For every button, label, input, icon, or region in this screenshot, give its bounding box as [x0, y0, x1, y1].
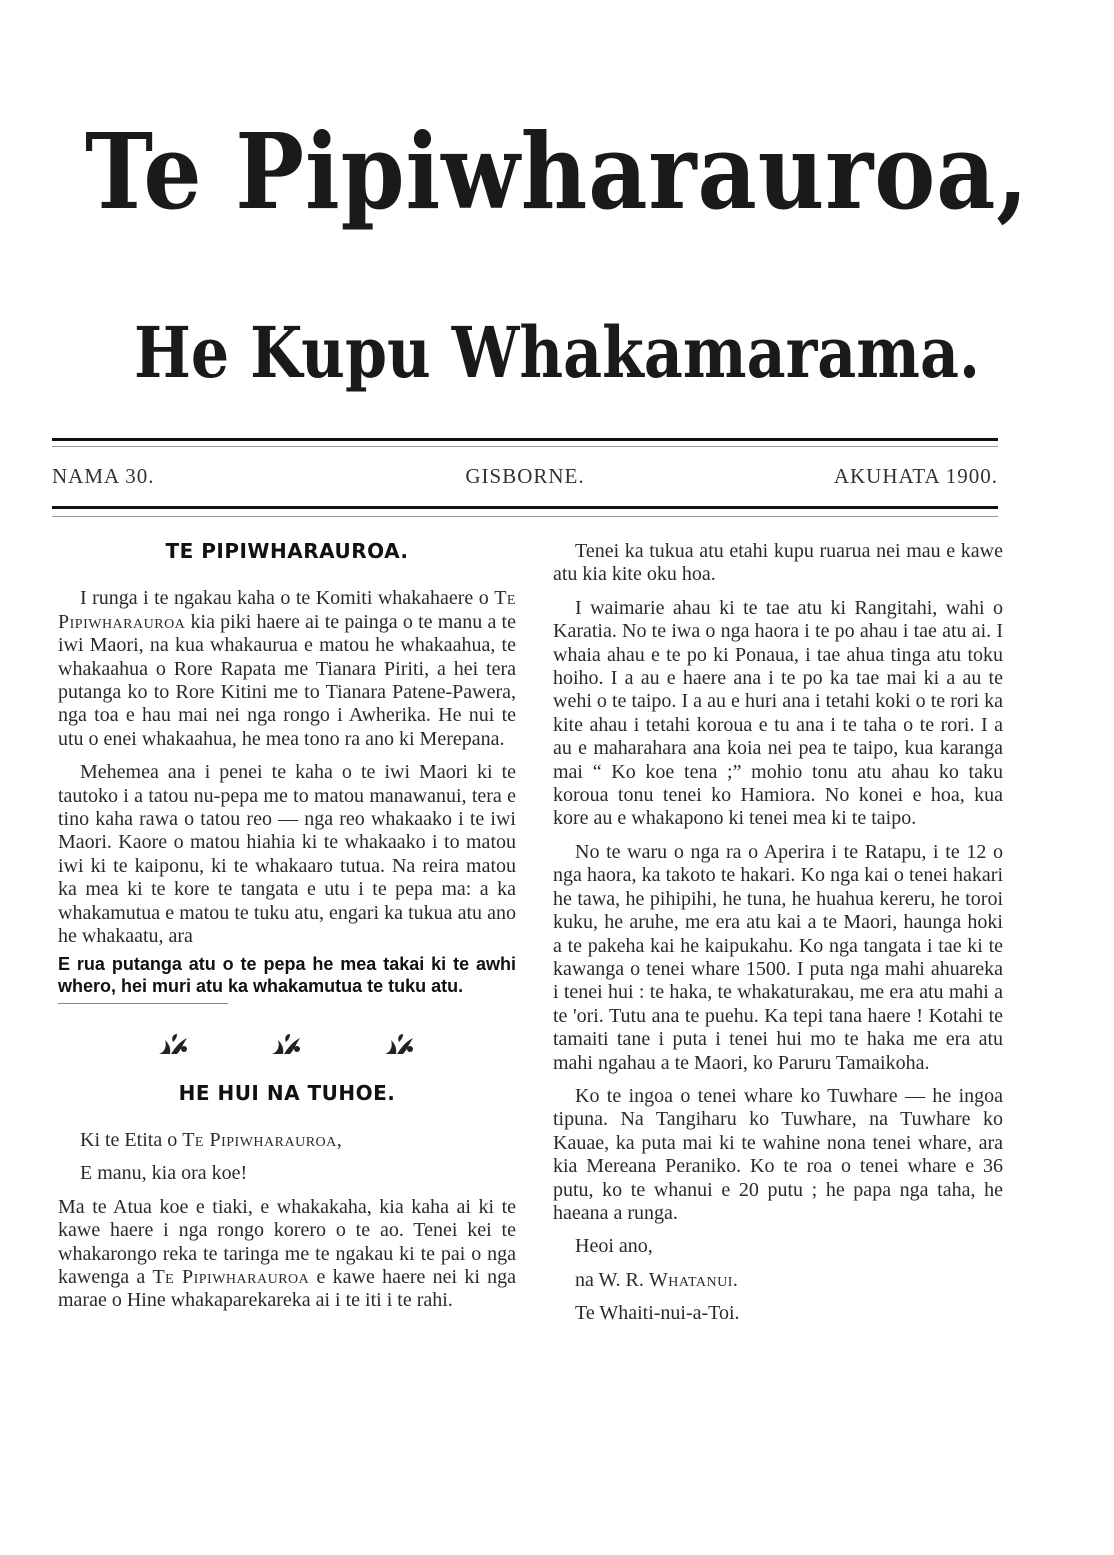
- letter-greeting: E manu, kia ora koe!: [80, 1162, 248, 1185]
- paper-name: Te Pipiwharauroa: [152, 1265, 310, 1288]
- dateline-place: GISBORNE.: [465, 464, 585, 488]
- article2-paragraph-3: I waimarie ahau ki te tae atu ki Rangitahi, wahi o Karatia. No te iwa o nga haora i te po ahau i tae atu ai. I whaia ahau e te po ki Ponaua, i tae ahua tinga atu toku hoiho. I a au e haere ana i te po ka tae mai ki a au te wehi o te taipo. I a au e huri ana i tetahi koki o te rori ka kite ahau i tetahi koroua e tu ana i te taha o te rori. I a au e maharahara ana koia nei pea te taipo, kua karanga mai “ Ko koe tena ;” mohio tonu atu ahau ko taku koroua tonu tenei ko Hamiora. No konei e hoa, kua kore au e whakapono ki tenei mea ki te taipo.: [553, 596, 1003, 830]
- article1-paragraph-1: I runga i te ngakau kaha o te Komiti whakahaere o Te Pipiwharauroa kia piki haere ai te painga o te manu a te iwi Maori, na kua whakaurua e matou he whakaahua, te whakaahua o Rore Rapata me Tianara Piriti, a hei tera putanga ko to Rore Kitini me to Tianara Patene-Pawera, nga toa e hau mai nei nga rongo i Awherika. He nui te utu o enei whakaahua, he mea tono ra ano ki Merepana.: [58, 587, 516, 750]
- right-column: [553, 540, 1003, 1336]
- article2-paragraph-1: Ma te Atua koe e tiaki, e whakakaha, kia kaha ai ki te kawe haere i nga rongo korero o te ao. Tenei kei te whakarongo reka te taringa me te ngakau ki te pai o nga kawenga a Te Pipiwharauroa e kawe haere nei ki nga marae o Hine whakaparekareka ai i te iti i te rahi.: [58, 1195, 516, 1312]
- masthead-title: Te Pipiwharauroa,: [84, 110, 1030, 233]
- fern-ornament-icon: [270, 1032, 304, 1058]
- article2-paragraph-4: No te waru o nga ra o Aperira i te Ratapu, i te 12 o nga haora, ka takoto te hakari. Ko nga kai o tenei hakari he tawa, he pihipihi, he tuna, he huahua kereru, he toroi kuku, he aruhe, me era atu kai a te Maori, haunga hoki a te pakeha kai he kaipukahu. Ko nga tangata i tae ki te kawanga o tenei whare 1500. I puta nga mahi ahuareka i tenei hui : te haka, te whakaturakau, me era atu mahi a te 'ori. Tutu ana te puehu. Ka tepi tana haere ! Kotahi te tamaiti tane i puta i tenei hui mo te haka me era atu mahi ngahau a te Maori, ko Paruru Tamaikoha.: [553, 840, 1003, 1074]
- dateline-issue: NAMA 30.: [52, 464, 155, 488]
- masthead-subtitle: He Kupu Whakamarama.: [134, 311, 980, 394]
- article2-paragraph-2: Tenei ka tukua atu etahi kupu ruarua nei mau e kawe atu kia kite oku hoa.: [553, 540, 1003, 586]
- bottom-rule: [52, 506, 998, 509]
- signature-name: Whatanui.: [648, 1268, 739, 1291]
- closing: Heoi ano,: [575, 1235, 653, 1258]
- top-rule: [52, 438, 998, 441]
- paper-name: Te Pipiwharauroa: [58, 587, 516, 633]
- paper-name: Te Pipiwharauroa: [182, 1128, 337, 1151]
- article2-paragraph-5: Ko te ingoa o tenei whare ko Tuwhare — he ingoa tipuna. Na Tangiharu ko Tuwhare, na Tuwhare ko Kauae, ka puta mai ki te wahine nona tenei whare, ara kia Mereana Peraniko. Ko te roa o tenei whare e 36 putu, ko te whanui e 20 putu ; he papa nga taha, he haeana a runga.: [553, 1084, 1003, 1224]
- dateline-date: AKUHATA 1900.: [833, 464, 998, 488]
- ornament-row: [117, 1032, 457, 1058]
- fern-ornament-icon: [383, 1032, 417, 1058]
- sender-place: Te Whaiti-nui-a-Toi.: [575, 1302, 740, 1325]
- left-column: [58, 540, 516, 1323]
- bottom-rule-thin: [52, 516, 998, 517]
- article1-paragraph-2: Mehemea ana i penei te kaha o te iwi Maori ki te tautoko i a tatou nu-pepa me to matou manawanui, tera e tino kaha rawa o tatou reo — nga reo whakaako i te iwi Maori. Kaore o matou hiahia ki te whakaako i to matou iwi ki te kaiponu, ki te whakaaro tutua. Na reira matou ka mea ki te kore te tangata e utu i te pepa ma: a ka whakamutua e matou te tuku atu, engari ka tukua atu ano he whakaatu, ara: [58, 761, 516, 948]
- subscription-notice: E rua putanga atu o te pepa he mea takai ki te awhi whero, hei muri atu ka whakamutua te tuku atu.: [58, 953, 516, 996]
- article-heading-pipiwharauroa: TE PIPIWHARAUROA.: [165, 539, 409, 563]
- signature: na W. R. Whatanui.: [575, 1268, 739, 1291]
- fern-ornament-icon: [157, 1032, 191, 1058]
- article-heading-hui: HE HUI NA TUHOE.: [178, 1080, 396, 1105]
- letter-salutation: Ki te Etita o Te Pipiwharauroa,: [80, 1128, 342, 1151]
- notice-divider: [58, 1003, 228, 1004]
- top-rule-thin: [52, 446, 998, 447]
- dateline: [52, 464, 998, 494]
